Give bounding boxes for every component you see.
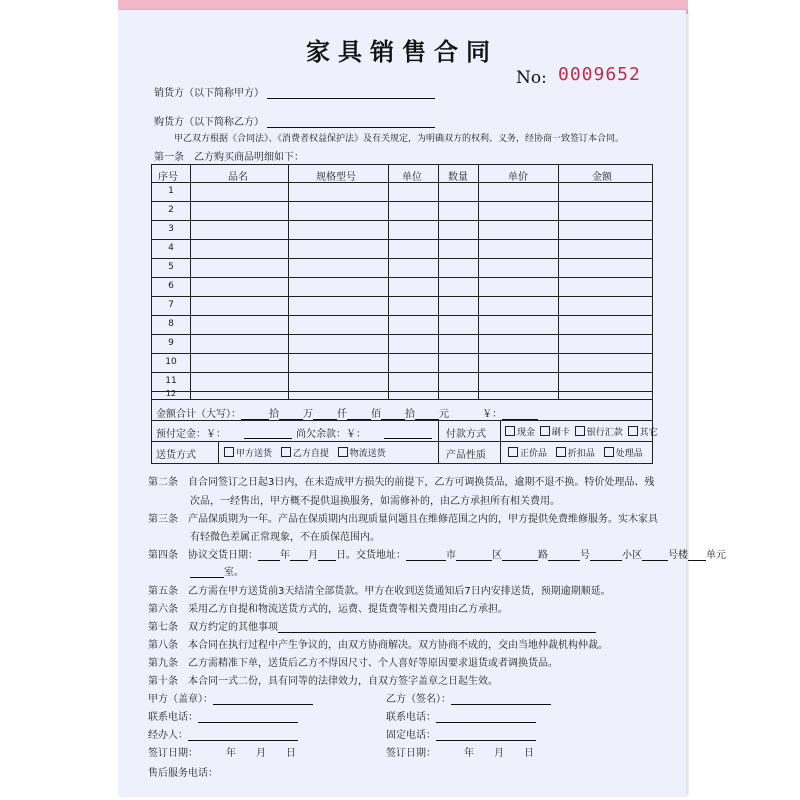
party-b-phone-line: 联系电话： <box>386 708 536 723</box>
checkbox-bank[interactable] <box>575 426 585 436</box>
row-number: 9 <box>168 338 174 348</box>
article-4-room: 室。 <box>190 563 244 578</box>
row-number: 10 <box>165 357 177 367</box>
party-a-line: 甲方（盖章）： <box>148 690 313 705</box>
article-3-line-1: 第三条 产品保质期为一年。产品在保质期内出现质量问题且在维修范围之内的，甲方提供免费维修服务。实木家具 <box>148 514 658 525</box>
delivery-label: 送货方式 <box>156 450 196 461</box>
row-number: 5 <box>168 262 174 272</box>
total-label: 金额合计（大写）： <box>156 409 241 420</box>
checkbox-seller-delivery[interactable] <box>224 447 234 457</box>
buyer-line <box>154 113 435 128</box>
checkbox-card[interactable] <box>540 426 550 436</box>
total-yen-field[interactable] <box>502 408 538 420</box>
row-number: 1 <box>168 186 174 196</box>
row-number: 7 <box>168 300 174 310</box>
party-a-field[interactable] <box>213 693 313 705</box>
article-8: 第八条 本合同在执行过程中产生争议的，由双方协商解决。双方协商不成的，交由当地仲裁机构仲裁。 <box>148 640 608 651</box>
row-number: 12 <box>165 389 177 398</box>
seller-field[interactable] <box>267 87 435 99</box>
after-sales-phone: 售后服务电话： <box>148 768 218 779</box>
article-5: 第五条 乙方需在甲方送货前3天结清全部货款。甲方在收到送货通知后7日内安排送货，预期逾期顺延。 <box>148 586 611 597</box>
row-number: 6 <box>168 281 174 291</box>
contract-sheet <box>118 10 726 796</box>
checkbox-other[interactable] <box>628 426 638 436</box>
page-title: 家具销售合同 <box>306 38 498 66</box>
buyer-field[interactable] <box>267 116 435 128</box>
buyer-label: 购货方（以下简称乙方） <box>154 117 264 128</box>
delivery-year-field[interactable] <box>258 549 280 561</box>
col-header-model: 规格型号 <box>316 172 356 183</box>
article-1: 第一条 乙方购买商品明细如下： <box>154 152 304 163</box>
intro-text: 甲乙双方根据《合同法》、《消费者权益保护法》及有关规定，为明确双方的权利、义务，经协商一致签订本合同。 <box>174 134 625 144</box>
col-header-qty: 数量 <box>448 172 468 183</box>
payment-options: 现金 刷卡 银行汇款 其它 <box>505 425 658 438</box>
total-row: 金额合计（大写）： 拾 万 仟 佰 拾 元 ￥： <box>156 405 538 420</box>
party-b-phone-field[interactable] <box>436 711 536 723</box>
serial-label: No: <box>516 68 547 88</box>
article-2-line-2: 次品，一经售出，甲方概不提供退换服务，如需修补的，由乙方承担所有相关费用。 <box>190 496 560 507</box>
party-b-date-line: 签订日期： 年 月 日 <box>386 748 534 759</box>
article-9: 第九条 乙方需精准下单，送货后乙方不得因尺寸、个人喜好等原因要求退货或者调换货品。 <box>148 658 558 669</box>
checkbox-self-pickup[interactable] <box>281 447 291 457</box>
article-6: 第六条 采用乙方自提和物流送货方式的，运费、提货费等相关费用由乙方承担。 <box>148 604 508 615</box>
article-3-line-2: 有轻微色差属正常现象，不在质保范围内。 <box>190 532 380 543</box>
quality-label: 产品性质 <box>446 450 486 461</box>
row-number: 3 <box>168 224 174 234</box>
col-header-name: 品名 <box>228 172 248 183</box>
col-header-unit: 单位 <box>402 172 422 183</box>
party-a-phone-line: 联系电话： <box>148 708 298 723</box>
delivery-options: 甲方送货 乙方自提 物流送货 <box>224 446 386 459</box>
goods-table <box>151 164 658 464</box>
row-number: 2 <box>168 205 174 215</box>
landline-field[interactable] <box>436 729 536 741</box>
checkbox-discount[interactable] <box>556 447 566 457</box>
seller-label: 销货方（以下简称甲方） <box>154 88 264 99</box>
serial-number: 0009652 <box>558 64 641 85</box>
balance-field[interactable] <box>384 427 432 439</box>
article-4: 第四条 协议交货日期： 年 月 日。交货地址： 市 区 路 号 小区 号楼 单元 <box>148 550 726 561</box>
checkbox-cash[interactable] <box>505 426 515 436</box>
agent-line: 经办人： <box>148 726 298 741</box>
delivery-month-field[interactable] <box>290 549 308 561</box>
row-number: 8 <box>168 319 174 329</box>
total-field[interactable] <box>241 408 269 420</box>
payment-label: 付款方式 <box>446 429 486 440</box>
deposit-label: 预付定金：￥： <box>156 429 226 440</box>
party-b-line: 乙方（签名）： <box>386 690 551 705</box>
checkbox-clearance[interactable] <box>604 447 614 457</box>
article-7: 第七条 双方约定的其他事项 <box>148 618 596 633</box>
deposit-field[interactable] <box>244 427 292 439</box>
row-number: 11 <box>165 376 177 386</box>
row-number: 4 <box>168 243 174 253</box>
party-a-date-line: 签订日期： 年 月 日 <box>148 748 296 759</box>
checkbox-logistics[interactable] <box>338 447 348 457</box>
total-yen-label: ￥： <box>482 409 503 420</box>
address-city-field[interactable] <box>406 549 446 561</box>
col-header-seq: 序号 <box>158 172 178 183</box>
landline-line: 固定电话： <box>386 726 536 741</box>
col-header-price: 单价 <box>508 172 528 183</box>
party-b-field[interactable] <box>451 693 551 705</box>
quality-options: 正价品 折扣品 处理品 <box>508 446 643 459</box>
other-terms-field[interactable] <box>278 621 596 633</box>
checkbox-full-price[interactable] <box>508 447 518 457</box>
agent-field[interactable] <box>188 729 298 741</box>
delivery-day-field[interactable] <box>318 549 336 561</box>
article-2-line-1: 第二条 自合同签订之日起3日内，在未造成甲方损失的前提下，乙方可调换货品，逾期不退不换。特价处理品、残 <box>148 477 655 488</box>
party-a-phone-field[interactable] <box>198 711 298 723</box>
room-field[interactable] <box>190 566 224 578</box>
col-header-amount: 金额 <box>592 172 612 183</box>
seller-line <box>154 84 435 99</box>
article-10: 第十条 本合同一式二份，具有同等的法律效力，自双方签字盖章之日起生效。 <box>148 676 498 687</box>
balance-label: 尚欠余款：￥： <box>296 429 366 440</box>
